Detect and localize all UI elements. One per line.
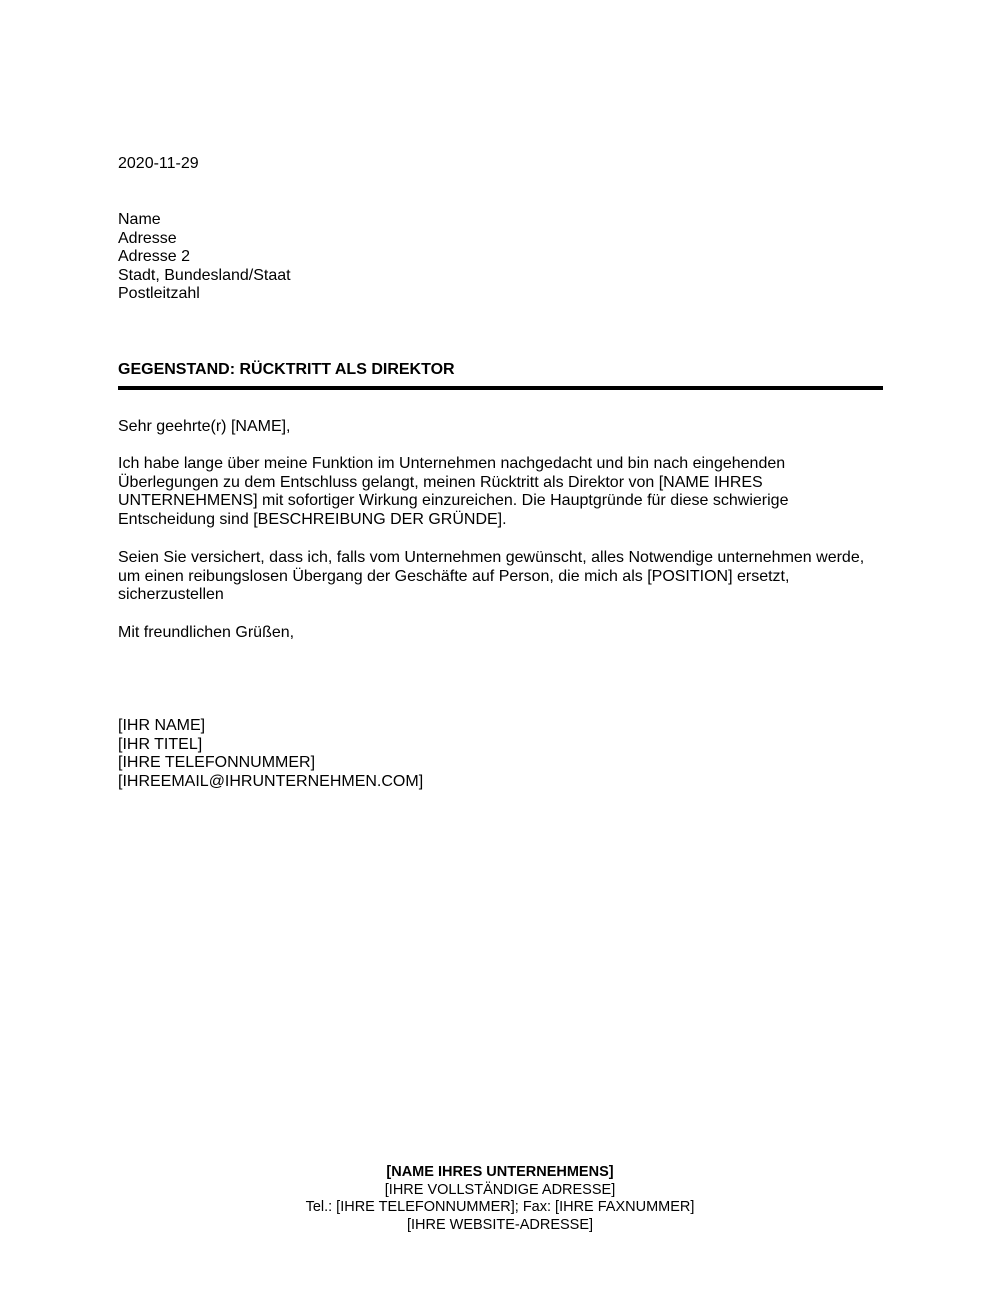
paragraph-line: sicherzustellen bbox=[118, 586, 224, 603]
letter-date: 2020-11-29 bbox=[118, 155, 199, 172]
signature-block bbox=[118, 717, 423, 791]
recipient-name: Name bbox=[118, 211, 161, 228]
paragraph-line: um einen reibungslosen Übergang der Geschäfte auf Person, die mich als [POSITION] ersetzt, bbox=[118, 567, 790, 585]
recipient-address-line-2: Adresse 2 bbox=[118, 248, 191, 265]
footer-company-name: [NAME IHRES UNTERNEHMENS] bbox=[386, 1164, 614, 1180]
signature-name: [IHR NAME] bbox=[118, 717, 206, 734]
paragraph-line: Entscheidung sind [BESCHREIBUNG DER GRÜNDE]. bbox=[118, 510, 507, 528]
paragraph-2 bbox=[118, 549, 888, 605]
closing: Mit freundlichen Grüßen, bbox=[118, 624, 295, 641]
recipient-address bbox=[118, 211, 291, 304]
recipient-city-state: Stadt, Bundesland/Staat bbox=[118, 266, 291, 284]
paragraph-1 bbox=[118, 455, 883, 529]
paragraph-line: Überlegungen zu dem Entschluss gelangt, meinen Rücktritt als Direktor von [NAME IHRES bbox=[118, 473, 763, 491]
paragraph-line: UNTERNEHMENS] mit sofortiger Wirkung einzureichen. Die Hauptgründe für diese schwierige bbox=[118, 492, 789, 509]
signature-phone: [IHRE TELEFONNUMMER] bbox=[118, 754, 316, 771]
signature-email: [IHREEMAIL@IHRUNTERNEHMEN.COM] bbox=[118, 772, 424, 790]
recipient-postal-code: Postleitzahl bbox=[118, 285, 200, 302]
paragraph-line: Ich habe lange über meine Funktion im Unternehmen nachgedacht und bin nach eingehenden bbox=[118, 455, 786, 472]
footer-address: [IHRE VOLLSTÄNDIGE ADRESSE] bbox=[384, 1181, 616, 1198]
recipient-address-line-1: Adresse bbox=[118, 229, 177, 247]
salutation: Sehr geehrte(r) [NAME], bbox=[118, 418, 291, 435]
footer-contact: Tel.: [IHRE TELEFONNUMMER]; Fax: [IHRE FAXNUMMER] bbox=[305, 1199, 695, 1215]
letter-footer bbox=[0, 1164, 1000, 1234]
signature-title: [IHR TITEL] bbox=[118, 735, 203, 753]
subject-line: GEGENSTAND: RÜCKTRITT ALS DIREKTOR bbox=[118, 361, 455, 378]
paragraph-line: Seien Sie versichert, dass ich, falls vom Unternehmen gewünscht, alles Notwendige unternehmen werde, bbox=[118, 549, 865, 566]
footer-website: [IHRE WEBSITE-ADRESSE] bbox=[406, 1216, 594, 1233]
subject-divider bbox=[118, 386, 883, 390]
